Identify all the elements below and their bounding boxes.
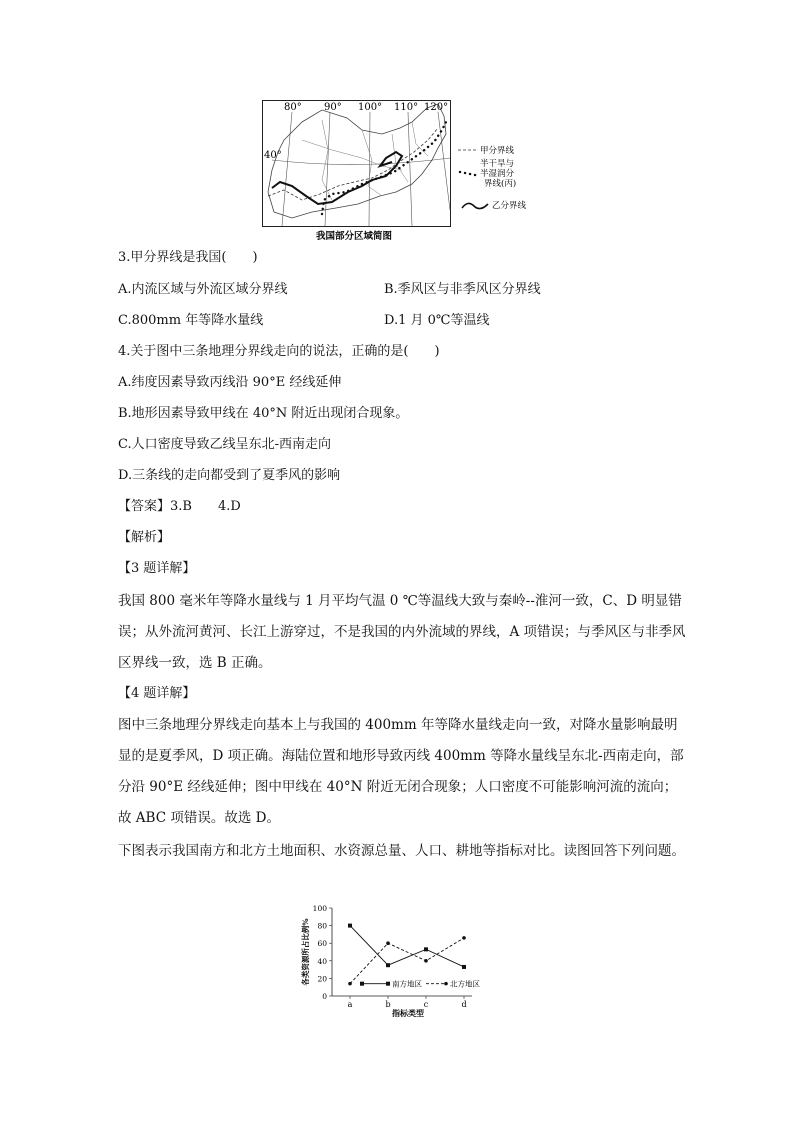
data-point-south xyxy=(424,947,428,951)
meridian-110 xyxy=(408,112,412,226)
lat-label-40: 40° xyxy=(264,150,282,161)
bing-boundary-line xyxy=(322,118,448,214)
resource-chart-svg xyxy=(296,900,516,1018)
region-map-figure xyxy=(262,100,542,240)
country-outline xyxy=(268,102,449,218)
legend-south-marker xyxy=(360,982,364,986)
y-tick-label: 100 xyxy=(312,904,327,913)
data-point-north xyxy=(424,959,428,963)
legend-north-label: 北方地区 xyxy=(450,979,480,989)
data-point-south xyxy=(348,924,352,928)
series-line-north xyxy=(350,938,464,984)
data-point-south xyxy=(386,963,390,967)
q3-detail-label: 【3 题详解】 xyxy=(118,561,196,576)
y-tick-label: 40 xyxy=(317,956,327,966)
lon-label-120: 120° xyxy=(424,102,449,113)
q4-option-d: D.三条线的走向都受到了夏季风的影响 xyxy=(118,468,341,483)
legend-bing-label-3: 界线(丙) xyxy=(484,179,517,189)
q3-detail-paragraph: 我国 800 毫米年等降水量线与 1 月平均气温 0 ℃等温线大致与秦岭--淮河一致，C、D 明显错误；从外流河黄河、长江上游穿过，不是我国的内外流域的界线，A 项错误；与季风区与非季风区界线一致，选 B 正确。 xyxy=(118,593,686,671)
q4-option-b: B.地形因素导致甲线在 40°N 附近出现闭合现象。 xyxy=(118,406,409,421)
x-tick-label: a xyxy=(347,1000,353,1009)
yi-boundary-line xyxy=(272,152,402,204)
data-point-north xyxy=(348,982,352,986)
x-tick-label: d xyxy=(461,1000,467,1009)
lon-label-90: 90° xyxy=(324,102,342,113)
resource-chart xyxy=(296,900,516,1018)
data-point-south xyxy=(462,965,466,969)
meridian-100 xyxy=(369,112,370,226)
lon-label-80: 80° xyxy=(284,102,302,113)
legend-yi-swatch xyxy=(462,203,488,208)
meridian-80 xyxy=(282,112,292,226)
intro-paragraph: 下图表示我国南方和北方土地面积、水资源总量、人口、耕地等指标对比。读图回答下列问题。 xyxy=(118,843,685,859)
parallel-40 xyxy=(272,158,450,165)
y-tick-label: 60 xyxy=(317,939,327,949)
x-axis-label: 指标类型 xyxy=(392,1008,424,1018)
legend-jia-label: 甲分界线 xyxy=(480,146,515,156)
legend-bing-label-2: 半湿润分 xyxy=(480,169,515,179)
y-axis-label: 各类资源所占比例% xyxy=(301,918,310,986)
q4-detail-paragraph: 图中三条地理分界线走向基本上与我国的 400mm 年等降水量线走向一致，对降水量影响最明显的是夏季风，D 项正确。海陆位置和地形导致丙线 400mm 等降水量线呈东北-西南走向，部分沿 90°E 经线延伸；图中甲线在 40°N 附近无闭合现象；人口密度不可能影响河流的流向；故 ABC 项错误。故选 D。 xyxy=(118,717,684,826)
legend-north-marker xyxy=(444,982,448,986)
y-tick-label: 0 xyxy=(322,992,327,1001)
map-frame xyxy=(263,101,451,227)
series-line-south xyxy=(350,926,464,967)
q4-option-c: C.人口密度导致乙线呈东北-西南走向 xyxy=(118,437,332,452)
q3-option-b: B.季风区与非季风区分界线 xyxy=(384,282,541,297)
q4-option-a: A.纬度因素导致丙线沿 90°E 经线延伸 xyxy=(118,375,342,390)
legend-south-marker xyxy=(386,982,390,986)
lon-label-110: 110° xyxy=(394,102,419,113)
legend-bing-label-1: 半干旱与 xyxy=(480,159,515,169)
q3-stem: 3.甲分界线是我国( ) xyxy=(118,250,258,265)
q3-option-a: A.内流区域与外流区域分界线 xyxy=(118,282,288,297)
data-point-north xyxy=(462,936,466,940)
answer-line: 【答案】3.B 4.D xyxy=(118,499,241,514)
legend-yi-label: 乙分界线 xyxy=(492,201,527,211)
x-tick-label: c xyxy=(423,1000,429,1009)
legend-bing-swatch xyxy=(460,172,480,176)
lon-label-100: 100° xyxy=(358,102,383,113)
y-tick-label: 80 xyxy=(317,921,327,931)
q4-stem: 4.关于图中三条地理分界线走向的说法，正确的是( ) xyxy=(118,344,440,359)
legend-south-label: 南方地区 xyxy=(392,979,422,989)
q3-option-d: D.1 月 0℃等温线 xyxy=(384,313,490,328)
q4-detail-label: 【4 题详解】 xyxy=(118,686,196,701)
analysis-label: 【解析】 xyxy=(118,530,171,545)
map-caption: 我国部分区域简图 xyxy=(316,231,393,240)
x-tick-label: b xyxy=(385,1000,391,1009)
region-map xyxy=(262,100,542,240)
q3-option-c: C.800mm 年等降水量线 xyxy=(118,313,264,328)
y-tick-label: 20 xyxy=(317,974,327,984)
data-point-north xyxy=(386,941,390,945)
